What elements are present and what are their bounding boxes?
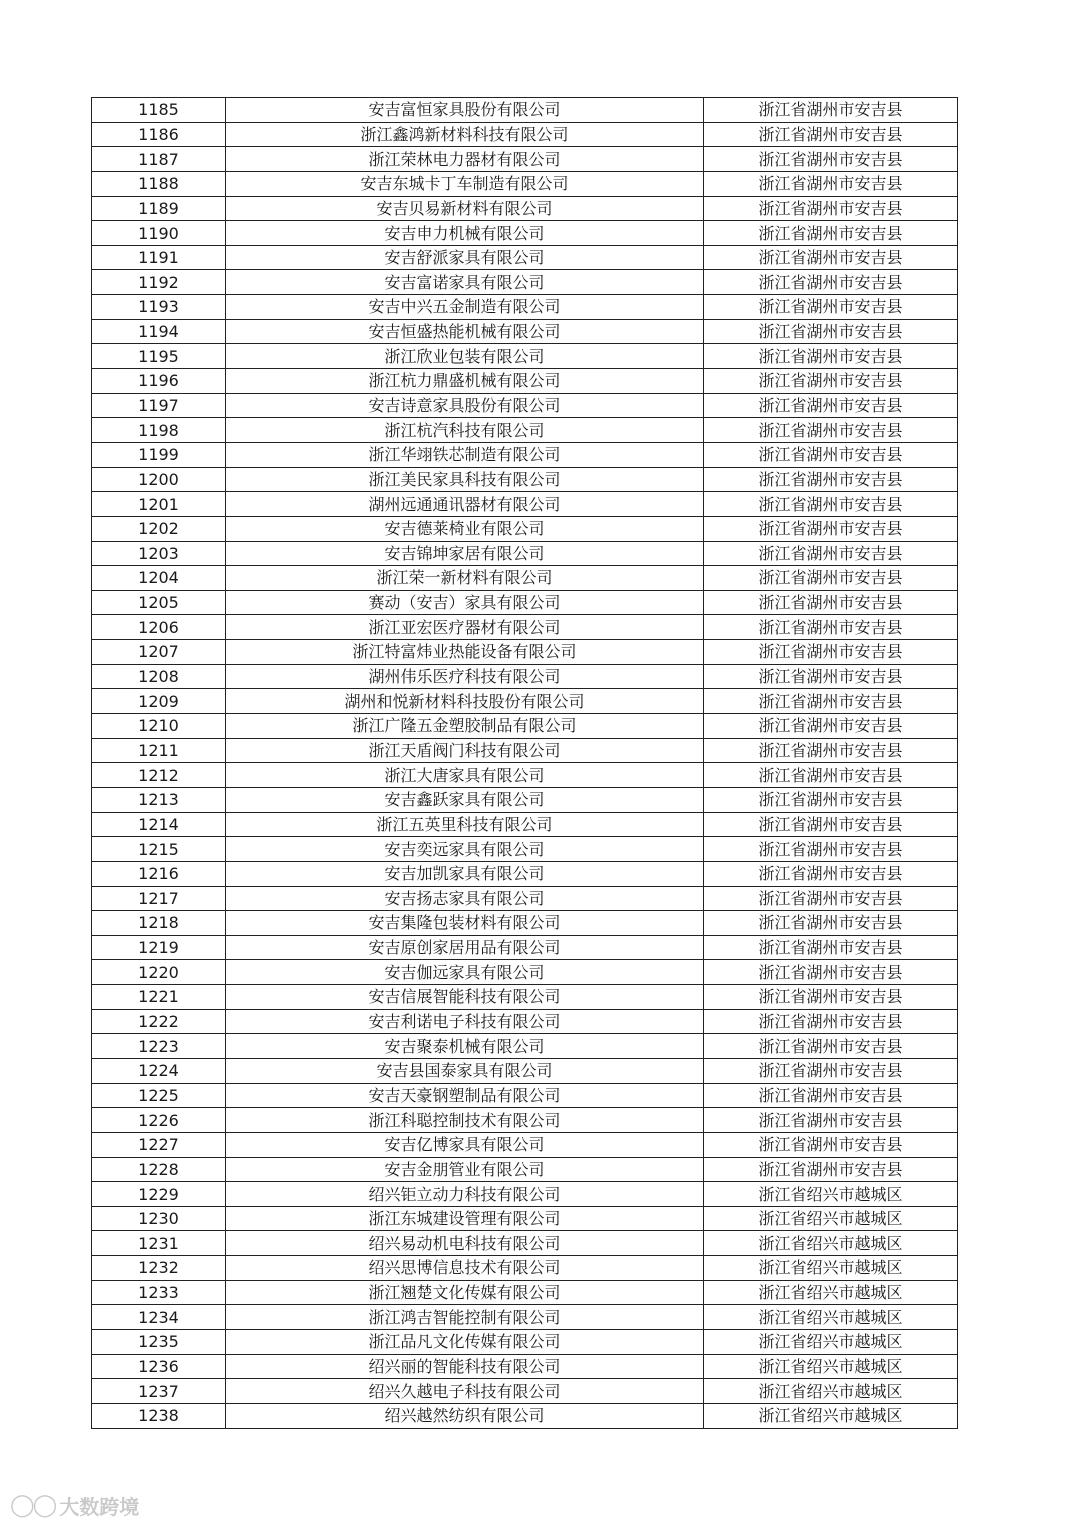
row-number: 1190 [92, 221, 226, 246]
company-name: 浙江品凡文化传媒有限公司 [226, 1330, 704, 1355]
company-name: 湖州伟乐医疗科技有限公司 [226, 664, 704, 689]
company-name: 安吉伽远家具有限公司 [226, 960, 704, 985]
region: 浙江省绍兴市越城区 [704, 1231, 958, 1256]
company-table [91, 97, 958, 1429]
table-row [92, 566, 958, 591]
region: 浙江省湖州市安吉县 [704, 344, 958, 369]
company-name: 浙江广隆五金塑胶制品有限公司 [226, 714, 704, 739]
company-name: 浙江科聪控制技术有限公司 [226, 1108, 704, 1133]
region: 浙江省湖州市安吉县 [704, 1009, 958, 1034]
region: 浙江省绍兴市越城区 [704, 1206, 958, 1231]
company-name: 安吉金朋管业有限公司 [226, 1157, 704, 1182]
row-number: 1191 [92, 245, 226, 270]
table-row [92, 1009, 958, 1034]
region: 浙江省绍兴市越城区 [704, 1256, 958, 1281]
company-name: 浙江欣业包装有限公司 [226, 344, 704, 369]
company-name: 安吉亿博家具有限公司 [226, 1132, 704, 1157]
row-number: 1206 [92, 615, 226, 640]
region: 浙江省湖州市安吉县 [704, 369, 958, 394]
table-row [92, 492, 958, 517]
region: 浙江省绍兴市越城区 [704, 1403, 958, 1428]
company-name: 浙江杭力鼎盛机械有限公司 [226, 369, 704, 394]
table-row [92, 344, 958, 369]
row-number: 1226 [92, 1108, 226, 1133]
row-number: 1185 [92, 98, 226, 123]
table-row [92, 442, 958, 467]
table-row [92, 467, 958, 492]
row-number: 1212 [92, 763, 226, 788]
company-name: 浙江华翊铁芯制造有限公司 [226, 442, 704, 467]
table-row [92, 1231, 958, 1256]
table-row [92, 1108, 958, 1133]
row-number: 1200 [92, 467, 226, 492]
company-name: 安吉锦坤家居有限公司 [226, 541, 704, 566]
table-body [92, 98, 958, 1429]
company-name: 浙江鸿吉智能控制有限公司 [226, 1305, 704, 1330]
table-row [92, 763, 958, 788]
row-number: 1218 [92, 911, 226, 936]
region: 浙江省湖州市安吉县 [704, 319, 958, 344]
table-row [92, 319, 958, 344]
table-row [92, 714, 958, 739]
region: 浙江省湖州市安吉县 [704, 861, 958, 886]
company-name: 安吉诗意家具股份有限公司 [226, 393, 704, 418]
watermark-text: 大数跨境 [59, 1494, 140, 1519]
region: 浙江省湖州市安吉县 [704, 467, 958, 492]
row-number: 1227 [92, 1132, 226, 1157]
region: 浙江省湖州市安吉县 [704, 171, 958, 196]
company-name: 安吉中兴五金制造有限公司 [226, 295, 704, 320]
region: 浙江省湖州市安吉县 [704, 590, 958, 615]
row-number: 1205 [92, 590, 226, 615]
region: 浙江省湖州市安吉县 [704, 122, 958, 147]
region: 浙江省绍兴市越城区 [704, 1305, 958, 1330]
company-name: 浙江翘楚文化传媒有限公司 [226, 1280, 704, 1305]
table-row [92, 147, 958, 172]
company-name: 安吉利诺电子科技有限公司 [226, 1009, 704, 1034]
row-number: 1224 [92, 1058, 226, 1083]
row-number: 1232 [92, 1256, 226, 1281]
company-name: 绍兴思博信息技术有限公司 [226, 1256, 704, 1281]
region: 浙江省湖州市安吉县 [704, 196, 958, 221]
chat-bubble-logo-icon: ◯◯ [10, 1492, 56, 1518]
table-row [92, 1083, 958, 1108]
region: 浙江省湖州市安吉县 [704, 147, 958, 172]
region: 浙江省湖州市安吉县 [704, 245, 958, 270]
region: 浙江省湖州市安吉县 [704, 935, 958, 960]
company-name: 浙江美民家具科技有限公司 [226, 467, 704, 492]
row-number: 1209 [92, 689, 226, 714]
region: 浙江省湖州市安吉县 [704, 393, 958, 418]
company-name: 浙江大唐家具有限公司 [226, 763, 704, 788]
table-row [92, 418, 958, 443]
region: 浙江省湖州市安吉县 [704, 1108, 958, 1133]
region: 浙江省湖州市安吉县 [704, 985, 958, 1010]
company-name: 安吉贝易新材料有限公司 [226, 196, 704, 221]
row-number: 1189 [92, 196, 226, 221]
region: 浙江省绍兴市越城区 [704, 1280, 958, 1305]
region: 浙江省湖州市安吉县 [704, 738, 958, 763]
table-row [92, 1256, 958, 1281]
region: 浙江省湖州市安吉县 [704, 714, 958, 739]
table-row [92, 738, 958, 763]
row-number: 1192 [92, 270, 226, 295]
company-name: 安吉扬志家具有限公司 [226, 886, 704, 911]
table-row [92, 516, 958, 541]
table-row [92, 640, 958, 665]
table-row [92, 1280, 958, 1305]
company-name: 安吉奕远家具有限公司 [226, 837, 704, 862]
company-name: 绍兴丽的智能科技有限公司 [226, 1354, 704, 1379]
region: 浙江省湖州市安吉县 [704, 640, 958, 665]
region: 浙江省湖州市安吉县 [704, 1132, 958, 1157]
row-number: 1213 [92, 787, 226, 812]
table-row [92, 171, 958, 196]
table-row [92, 1157, 958, 1182]
row-number: 1236 [92, 1354, 226, 1379]
row-number: 1214 [92, 812, 226, 837]
region: 浙江省湖州市安吉县 [704, 295, 958, 320]
region: 浙江省湖州市安吉县 [704, 1083, 958, 1108]
company-name: 安吉鑫跃家具有限公司 [226, 787, 704, 812]
region: 浙江省湖州市安吉县 [704, 763, 958, 788]
row-number: 1231 [92, 1231, 226, 1256]
table-row [92, 541, 958, 566]
row-number: 1234 [92, 1305, 226, 1330]
region: 浙江省湖州市安吉县 [704, 664, 958, 689]
row-number: 1208 [92, 664, 226, 689]
company-name: 绍兴久越电子科技有限公司 [226, 1379, 704, 1404]
row-number: 1223 [92, 1034, 226, 1059]
row-number: 1228 [92, 1157, 226, 1182]
company-name: 绍兴越然纺织有限公司 [226, 1403, 704, 1428]
region: 浙江省湖州市安吉县 [704, 837, 958, 862]
table-row [92, 1182, 958, 1207]
row-number: 1211 [92, 738, 226, 763]
company-name: 安吉聚泰机械有限公司 [226, 1034, 704, 1059]
company-name: 安吉天豪钢塑制品有限公司 [226, 1083, 704, 1108]
row-number: 1186 [92, 122, 226, 147]
row-number: 1216 [92, 861, 226, 886]
watermark [10, 1490, 139, 1520]
table-row [92, 911, 958, 936]
table-row [92, 221, 958, 246]
table-row [92, 985, 958, 1010]
company-name: 浙江亚宏医疗器材有限公司 [226, 615, 704, 640]
company-name: 浙江荣林电力器材有限公司 [226, 147, 704, 172]
table-row [92, 98, 958, 123]
company-name: 浙江荣一新材料有限公司 [226, 566, 704, 591]
table-row [92, 812, 958, 837]
table-row [92, 1354, 958, 1379]
table-row [92, 689, 958, 714]
company-name: 安吉恒盛热能机械有限公司 [226, 319, 704, 344]
row-number: 1195 [92, 344, 226, 369]
row-number: 1220 [92, 960, 226, 985]
region: 浙江省湖州市安吉县 [704, 566, 958, 591]
region: 浙江省湖州市安吉县 [704, 689, 958, 714]
row-number: 1193 [92, 295, 226, 320]
row-number: 1219 [92, 935, 226, 960]
row-number: 1230 [92, 1206, 226, 1231]
company-name: 安吉集隆包装材料有限公司 [226, 911, 704, 936]
table-row [92, 1403, 958, 1428]
region: 浙江省湖州市安吉县 [704, 911, 958, 936]
table-row [92, 1132, 958, 1157]
region: 浙江省绍兴市越城区 [704, 1354, 958, 1379]
row-number: 1238 [92, 1403, 226, 1428]
region: 浙江省湖州市安吉县 [704, 1034, 958, 1059]
row-number: 1229 [92, 1182, 226, 1207]
row-number: 1198 [92, 418, 226, 443]
company-name: 安吉德莱椅业有限公司 [226, 516, 704, 541]
table-row [92, 122, 958, 147]
region: 浙江省湖州市安吉县 [704, 615, 958, 640]
table-row [92, 270, 958, 295]
region: 浙江省湖州市安吉县 [704, 516, 958, 541]
company-name: 浙江五英里科技有限公司 [226, 812, 704, 837]
row-number: 1233 [92, 1280, 226, 1305]
region: 浙江省湖州市安吉县 [704, 886, 958, 911]
row-number: 1188 [92, 171, 226, 196]
row-number: 1204 [92, 566, 226, 591]
company-name: 安吉富恒家具股份有限公司 [226, 98, 704, 123]
row-number: 1203 [92, 541, 226, 566]
region: 浙江省湖州市安吉县 [704, 221, 958, 246]
row-number: 1217 [92, 886, 226, 911]
company-name: 安吉县国泰家具有限公司 [226, 1058, 704, 1083]
table-row [92, 1206, 958, 1231]
region: 浙江省湖州市安吉县 [704, 1058, 958, 1083]
region: 浙江省湖州市安吉县 [704, 812, 958, 837]
table-row [92, 837, 958, 862]
row-number: 1235 [92, 1330, 226, 1355]
company-name: 安吉东城卡丁车制造有限公司 [226, 171, 704, 196]
region: 浙江省湖州市安吉县 [704, 960, 958, 985]
table-row [92, 664, 958, 689]
row-number: 1222 [92, 1009, 226, 1034]
table-row [92, 245, 958, 270]
table-row [92, 1058, 958, 1083]
table-row [92, 196, 958, 221]
region: 浙江省湖州市安吉县 [704, 270, 958, 295]
row-number: 1215 [92, 837, 226, 862]
row-number: 1202 [92, 516, 226, 541]
company-name: 安吉申力机械有限公司 [226, 221, 704, 246]
row-number: 1199 [92, 442, 226, 467]
table-row [92, 1379, 958, 1404]
region: 浙江省湖州市安吉县 [704, 787, 958, 812]
row-number: 1197 [92, 393, 226, 418]
region: 浙江省湖州市安吉县 [704, 492, 958, 517]
row-number: 1221 [92, 985, 226, 1010]
region: 浙江省湖州市安吉县 [704, 418, 958, 443]
company-name: 安吉富诺家具有限公司 [226, 270, 704, 295]
row-number: 1201 [92, 492, 226, 517]
table-row [92, 861, 958, 886]
table-row [92, 787, 958, 812]
region: 浙江省湖州市安吉县 [704, 98, 958, 123]
company-name: 浙江特富炜业热能设备有限公司 [226, 640, 704, 665]
region: 浙江省湖州市安吉县 [704, 541, 958, 566]
table-row [92, 295, 958, 320]
region: 浙江省湖州市安吉县 [704, 1157, 958, 1182]
table-row [92, 369, 958, 394]
table-row [92, 935, 958, 960]
table-row [92, 393, 958, 418]
company-name: 赛动（安吉）家具有限公司 [226, 590, 704, 615]
company-name: 安吉舒派家具有限公司 [226, 245, 704, 270]
company-name: 浙江天盾阀门科技有限公司 [226, 738, 704, 763]
company-name: 安吉加凯家具有限公司 [226, 861, 704, 886]
company-name: 绍兴易动机电科技有限公司 [226, 1231, 704, 1256]
table-row [92, 615, 958, 640]
company-name: 安吉信展智能科技有限公司 [226, 985, 704, 1010]
table-row [92, 1034, 958, 1059]
row-number: 1194 [92, 319, 226, 344]
region: 浙江省湖州市安吉县 [704, 442, 958, 467]
company-name: 浙江东城建设管理有限公司 [226, 1206, 704, 1231]
region: 浙江省绍兴市越城区 [704, 1330, 958, 1355]
table-row [92, 1305, 958, 1330]
row-number: 1196 [92, 369, 226, 394]
table-row [92, 590, 958, 615]
company-name: 安吉原创家居用品有限公司 [226, 935, 704, 960]
region: 浙江省绍兴市越城区 [704, 1379, 958, 1404]
company-name: 浙江杭汽科技有限公司 [226, 418, 704, 443]
region: 浙江省绍兴市越城区 [704, 1182, 958, 1207]
row-number: 1187 [92, 147, 226, 172]
table-row [92, 886, 958, 911]
company-name: 湖州和悦新材料科技股份有限公司 [226, 689, 704, 714]
row-number: 1225 [92, 1083, 226, 1108]
company-name: 湖州远通通讯器材有限公司 [226, 492, 704, 517]
table-row [92, 1330, 958, 1355]
row-number: 1210 [92, 714, 226, 739]
row-number: 1237 [92, 1379, 226, 1404]
company-name: 浙江鑫鸿新材料科技有限公司 [226, 122, 704, 147]
table-row [92, 960, 958, 985]
row-number: 1207 [92, 640, 226, 665]
company-name: 绍兴钜立动力科技有限公司 [226, 1182, 704, 1207]
